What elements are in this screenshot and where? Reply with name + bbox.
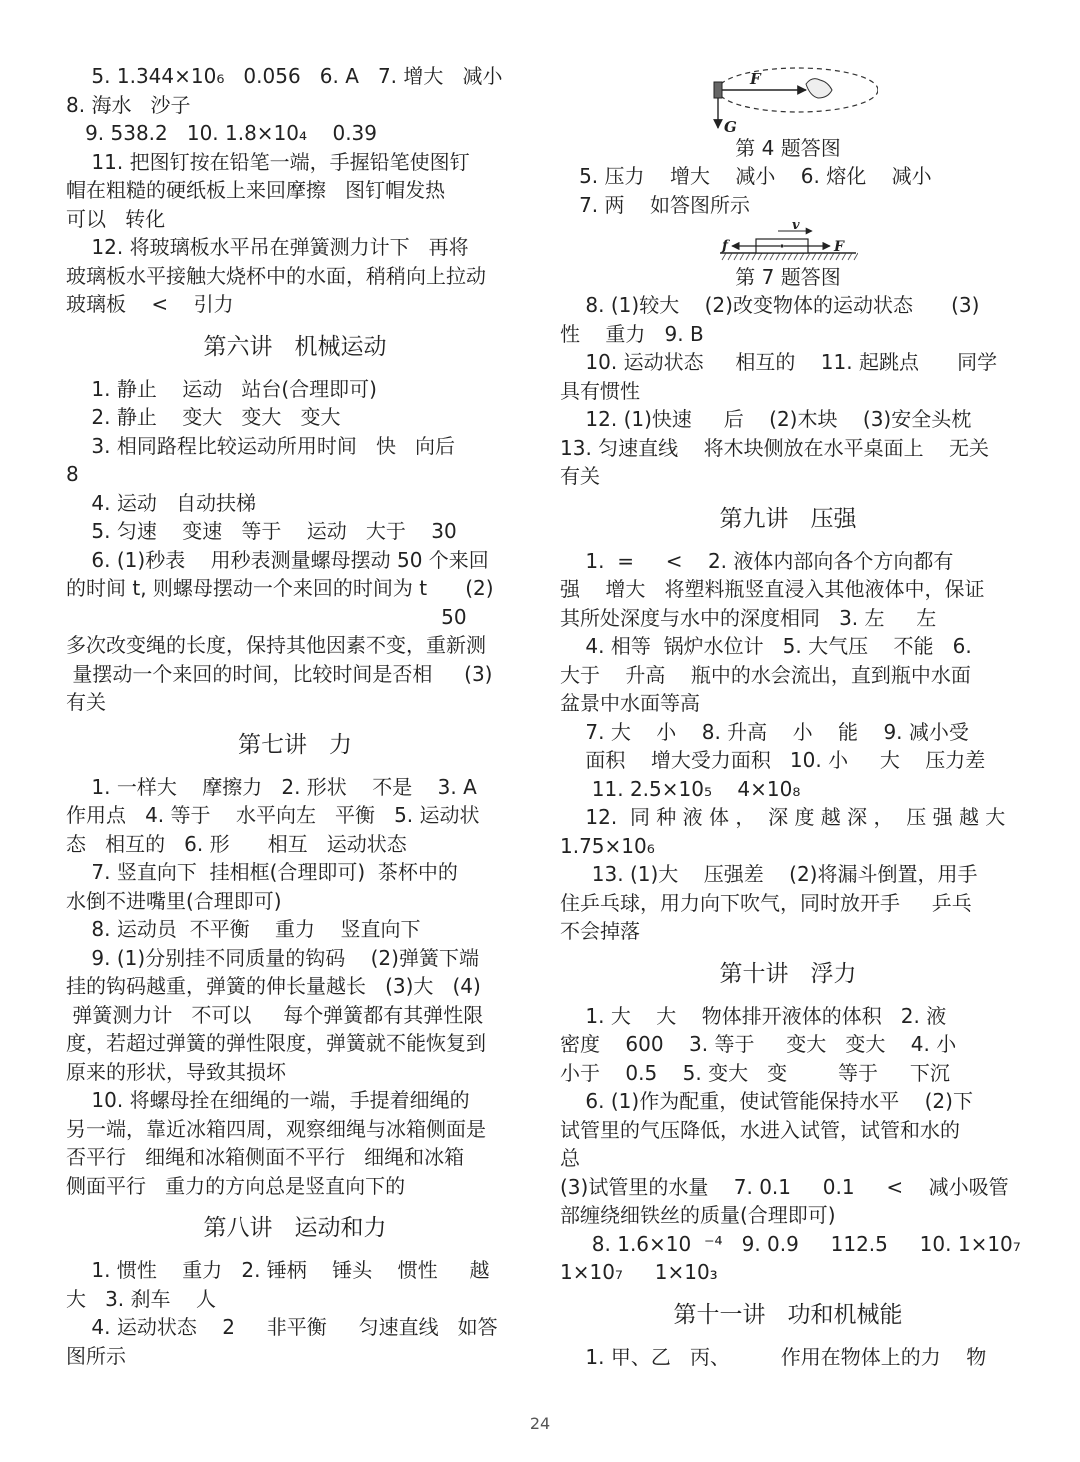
ground-hatch	[782, 253, 786, 260]
answer-line: 侧面平行 重力的方向总是竖直向下的	[66, 1173, 406, 1198]
answer-line: 1×10₇ 1×10₃	[560, 1260, 718, 1284]
answer-line: 12. (1)快速 后 (2)木块 (3)安全头枕	[560, 407, 972, 431]
answer-line: 4. 运动状态 2 非平衡 匀速直线 如答	[66, 1315, 498, 1339]
answer-line: 量摆动一个来回的时间，比较时间是否相 (3)	[66, 661, 493, 686]
ground-hatch	[734, 253, 738, 260]
ground-hatch	[812, 253, 816, 260]
section-heading: 第十讲 浮力	[719, 960, 857, 987]
label-G: G	[724, 118, 737, 134]
answer-line: 1. 一样大 摩擦力 2. 形状 不是 3. A	[66, 774, 477, 799]
label-v: v	[792, 219, 800, 233]
answer-line: 水倒不进嘴里(合理即可)	[66, 888, 282, 913]
section-heading: 第六讲 机械运动	[203, 333, 387, 360]
ground-hatch	[740, 253, 744, 260]
eraser-object	[714, 82, 722, 98]
answer-line: 1. 惯性 重力 2. 锤柄 锤头 惯性 越	[66, 1258, 490, 1282]
answer-line: 部缠绕细铁丝的质量(合理即可)	[560, 1203, 836, 1227]
answer-line: 不会掉落	[560, 919, 640, 943]
answer-line: 度，若超过弹簧的弹性限度，弹簧就不能恢复到	[66, 1031, 486, 1055]
section-heading: 第八讲 运动和力	[203, 1215, 387, 1241]
ground-hatch	[722, 253, 726, 260]
ground-hatch	[776, 253, 780, 260]
answer-line: 8. 海水 沙子	[66, 92, 191, 117]
answer-line: 弹簧测力计 不可以 每个弹簧都有其弹性限	[66, 1002, 484, 1027]
ground-hatch	[788, 253, 792, 260]
answer-line: 8. (1)较大 (2)改变物体的运动状态 (3)	[560, 293, 980, 317]
answer-line: 多次改变绳的长度，保持其他因素不变，重新测	[66, 633, 486, 657]
ground-hatch	[746, 253, 750, 260]
answer-line: 总	[560, 1146, 580, 1170]
answer-line: 11. 2.5×10₅ 4×10₈	[560, 776, 801, 801]
answer-line: 有关	[66, 690, 106, 714]
answer-line: 11. 把图钉按在铅笔一端，手握铅笔使图钉	[66, 149, 470, 174]
answer-line: 13. (1)大 压强差 (2)将漏斗倒置，用手	[560, 862, 978, 886]
answer-line: 7. 两 如答图所示	[560, 192, 750, 217]
answer-line: 10. 运动状态 相互的 11. 起跳点 同学	[560, 350, 998, 374]
answer-line: 6. (1)秒表 用秒表测量螺母摆动 50 个来回	[66, 547, 489, 572]
answer-line: 玻璃板水平接触大烧杯中的水面，稍稍向上拉动	[66, 263, 486, 288]
page-number: 24	[529, 1414, 551, 1433]
answer-line: 面积 增大受力面积 10. 小 大 压力差	[560, 748, 986, 772]
answer-line: 1. 大 大 物体排开液体的体积 2. 液	[560, 1003, 947, 1028]
answer-line: 2. 静止 变大 变大 变大	[66, 405, 341, 429]
answer-line: 强 增大 将塑料瓶竖直浸入其他液体中，保证	[560, 577, 985, 601]
answer-line: 12. 同 种 液 体 ， 深 度 越 深 ， 压 强 越 大	[560, 805, 1006, 829]
answer-line: 玻璃板 < 引力	[66, 292, 234, 316]
ground-hatch	[800, 253, 804, 260]
answer-line: 另一端，靠近冰箱四周，观察细绳与冰箱侧面是	[66, 1116, 486, 1141]
answer-line: 挂的钩码越重，弹簧的伸长量越长 (3)大 (4)	[66, 974, 481, 998]
answer-line: 图所示	[66, 1343, 126, 1368]
answer-line: (3)试管里的水量 7. 0.1 0.1 < 减小吸管	[560, 1174, 1009, 1199]
figure-caption: 第 4 题答图	[735, 136, 841, 160]
ground-hatch	[848, 253, 852, 260]
answer-line: 住乒乓球，用力向下吹气，同时放开手 乒乓	[560, 890, 972, 915]
answer-line: 原来的形状，导致其损坏	[66, 1059, 286, 1084]
answer-line: 13. 匀速直线 将木块侧放在水平桌面上 无关	[560, 435, 990, 460]
answer-line: 小于 0.5 5. 变大 变 等于 下沉	[560, 1060, 950, 1085]
answer-line: 的时间 t, 则螺母摆动一个来回的时间为 t (2)	[66, 576, 494, 600]
ground-hatch	[752, 253, 756, 260]
answer-line: 1. 静止 运动 站台(合理即可)	[66, 376, 377, 401]
answer-line: 8	[66, 462, 79, 486]
answer-line: 大于 升高 瓶中的水会流出，直到瓶中水面	[560, 662, 971, 687]
answer-line: 8. 运动员 不平衡 重力 竖直向下	[66, 917, 421, 941]
answer-line: 50	[66, 604, 467, 629]
answer-line: 可以 转化	[66, 206, 166, 231]
answer-line: 7. 大 小 8. 升高 小 能 9. 减小受	[560, 719, 969, 744]
answer-line: 盆景中水面等高	[560, 691, 700, 715]
ground-hatch	[758, 253, 762, 260]
left-column	[66, 62, 524, 1370]
ground-hatch	[854, 253, 858, 260]
answer-line: 有关	[560, 464, 600, 488]
figure-caption: 第 7 题答图	[735, 265, 841, 289]
answer-line: 性 重力 9. B	[560, 321, 704, 346]
answer-line: 9. 538.2 10. 1.8×10₄ 0.39	[66, 121, 377, 145]
answer-line: 1.75×10₆	[560, 833, 655, 858]
answer-line: 10. 将螺母拴在细绳的一端，手提着细绳的	[66, 1088, 470, 1112]
answer-line: 4. 运动 自动扶梯	[66, 490, 256, 515]
answer-line: 4. 相等 锅炉水位计 5. 大气压 不能 6.	[560, 634, 972, 658]
answer-figure	[560, 219, 1016, 291]
label-F: F	[750, 70, 761, 88]
section-heading: 第十一讲 功和机械能	[673, 1301, 903, 1328]
ground-hatch	[824, 253, 828, 260]
right-column	[560, 62, 1021, 1371]
answer-line: 12. 将玻璃板水平吊在弹簧测力计下 再将	[66, 235, 469, 259]
diagram	[698, 62, 878, 134]
ground-hatch	[806, 253, 810, 260]
answer-line: 6. (1)作为配重，使试管能保持水平 (2)下	[560, 1089, 973, 1113]
section-heading: 第七讲 力	[238, 731, 352, 758]
answer-line: 密度 600 3. 等于 变大 变大 4. 小	[560, 1032, 957, 1056]
answer-line: 具有惯性	[560, 378, 640, 403]
section-heading: 第九讲 压强	[719, 505, 857, 532]
answer-line: 5. 压力 增大 减小 6. 熔化 减小	[560, 164, 932, 188]
answer-line: 帽在粗糙的硬纸板上来回摩擦 图钉帽发热	[66, 178, 446, 202]
answer-line: 1. 甲、乙 丙、 作用在物体上的力 物	[560, 1344, 987, 1369]
answer-line: 3. 相同路程比较运动所用时间 快 向后	[66, 433, 456, 458]
hand-icon	[806, 79, 832, 98]
answer-line: 1. = < 2. 液体内部向各个方向都有	[560, 548, 954, 573]
center-dot	[780, 244, 783, 247]
answer-line: 5. 1.344×10₆ 0.056 6. A 7. 增大 减小	[66, 64, 503, 88]
answer-line: 试管里的气压降低，水进入试管，试管和水的	[560, 1117, 960, 1142]
ground-hatch	[728, 253, 732, 260]
answer-line: 9. (1)分别挂不同质量的钩码 (2)弹簧下端	[66, 945, 479, 970]
label-F: F	[834, 239, 844, 255]
answer-figure	[560, 62, 1016, 162]
ground-hatch	[770, 253, 774, 260]
answer-line: 其所处深度与水中的深度相同 3. 左 左	[560, 605, 937, 630]
answer-line: 否平行 细绳和冰箱侧面不平行 细绳和冰箱	[66, 1145, 465, 1169]
label-f: f	[722, 238, 729, 254]
ground-hatch	[764, 253, 768, 260]
answer-line: 7. 竖直向下 挂相框(合理即可) 茶杯中的	[66, 860, 458, 884]
diagram	[718, 219, 858, 263]
answer-line: 5. 匀速 变速 等于 运动 大于 30	[66, 519, 457, 543]
answer-line: 8. 1.6×10 ⁻⁴ 9. 0.9 112.5 10. 1×10₇	[560, 1231, 1021, 1256]
ground-hatch	[818, 253, 822, 260]
answer-line: 大 3. 刹车 人	[66, 1286, 216, 1311]
ground-hatch	[794, 253, 798, 260]
answer-line: 作用点 4. 等于 水平向左 平衡 5. 运动状	[66, 803, 480, 827]
answer-line: 态 相互的 6. 形 相互 运动状态	[66, 831, 407, 856]
